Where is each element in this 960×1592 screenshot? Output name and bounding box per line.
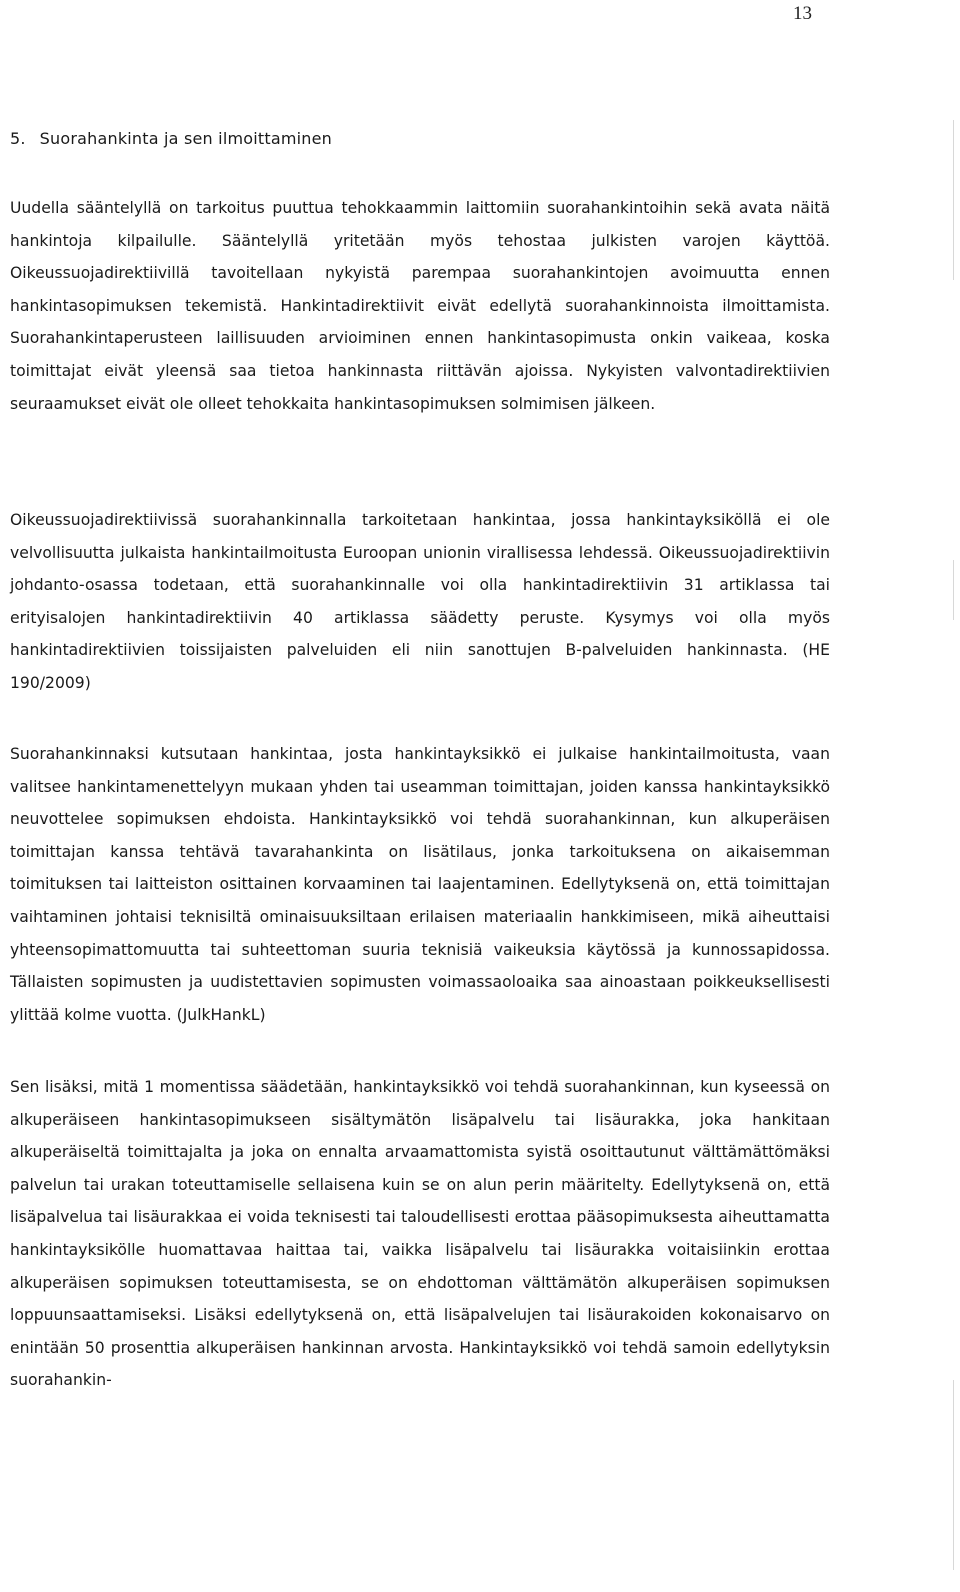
section-title: Suorahankinta ja sen ilmoittaminen [39,129,333,148]
section-heading [10,129,332,148]
scan-edge-mark [953,560,954,620]
section-number: 5. [10,129,26,148]
page-number: 13 [793,3,812,24]
paragraph: Suorahankinnaksi kutsutaan hankintaa, josta hankintayksikkö ei julkaise hankintailmoitusta, vaan valitsee hankintamenettelyyn mukaan yhden tai useamman toimittajan, joiden kanssa hankintayksikkö neuvottelee sopimuksen ehdoista. Hankintayksikkö voi tehdä suorahankinnan, kun alkuperäisen toimittajan kanssa tehtävä tavarahankinta on lisätilaus, jonka tarkoituksena on aikaisemman toimituksen tai laitteiston osittainen korvaaminen tai laajentaminen. Edellytyksenä on, että toimittajan vaihtaminen johtaisi teknisiltä ominaisuuksiltaan erilaisen materiaalin hankkimiseen, mikä aiheuttaisi yhteensopimattomuutta tai suhteettoman suuria teknisiä vaikeuksia käytössä ja kunnossapidossa. Tällaisten sopimusten ja uudistettavien sopimusten voimassaoloaika saa ainoastaan poikkeuksellisesti ylittää kolme vuotta. (JulkHankL) [10,745,830,1024]
paragraph: Oikeussuojadirektiivissä suorahankinnalla tarkoitetaan hankintaa, jossa hankintayksiköllä ei ole velvollisuutta julkaista hankintailmoitusta Euroopan unionin virallisessa lehdessä. Oikeussuojadirektiivin johdanto-osassa todetaan, että suorahankinnalle voi olla hankintadirektiivin 31 artiklassa tai erityisalojen hankintadirektiivin 40 artiklassa säädetty peruste. Kysymys voi olla myös hankintadirektiivien toissijaisten palveluiden eli niin sanottujen B-palveluiden hankinnasta. (HE 190/2009) [10,511,830,692]
scan-edge-mark [953,1380,954,1570]
paragraph: Uudella sääntelyllä on tarkoitus puuttua tehokkaammin laittomiin suorahankintoihin sekä avata näitä hankintoja kilpailulle. Sääntelyllä yritetään myös tehostaa julkisten varojen käyttöä. Oikeussuojadirektiivillä tavoitellaan nykyistä parempaa suorahankintojen avoimuutta ennen hankintasopimuksen tekemistä. Hankintadirektiivit eivät edellytä suorahankinnoista ilmoittamista. Suorahankintaperusteen laillisuuden arvioiminen ennen hankintasopimusta onkin vaikeaa, koska toimittajat eivät yleensä saa tietoa hankinnasta riittävän ajoissa. Nykyisten valvontadirektiivien seuraamukset eivät ole olleet tehokkaita hankintasopimuksen solmimisen jälkeen. [10,199,830,413]
paragraph: Sen lisäksi, mitä 1 momentissa säädetään, hankintayksikkö voi tehdä suorahankinnan, kun kyseessä on alkuperäiseen hankintasopimukseen sisältymätön lisäpalvelu tai lisäurakka, joka hankitaan alkuperäiseltä toimittajalta ja joka on ennalta arvaamattomista syistä osoittautunut välttämättömäksi palvelun tai urakan toteuttamiselle sellaisena kuin se on alun perin määritelty. Edellytyksenä on, että lisäpalvelua tai lisäurakkaa ei voida teknisesti tai taloudellisesti erottaa pääsopimuksesta aiheuttamatta hankintayksikölle huomattavaa haittaa tai, vaikka lisäpalvelu tai lisäurakka voitaisiinkin erottaa alkuperäisen sopimuksen toteuttamisesta, se on ehdottoman välttämätön alkuperäisen sopimuksen loppuunsaattamiseksi. Lisäksi edellytyksenä on, että lisäpalvelujen tai lisäurakoiden kokonaisarvo on enintään 50 prosenttia alkuperäisen hankinnan arvosta. Hankintayksikkö voi tehdä samoin edellytyksin suorahankin- [10,1078,830,1390]
scan-edge-mark [953,120,954,280]
